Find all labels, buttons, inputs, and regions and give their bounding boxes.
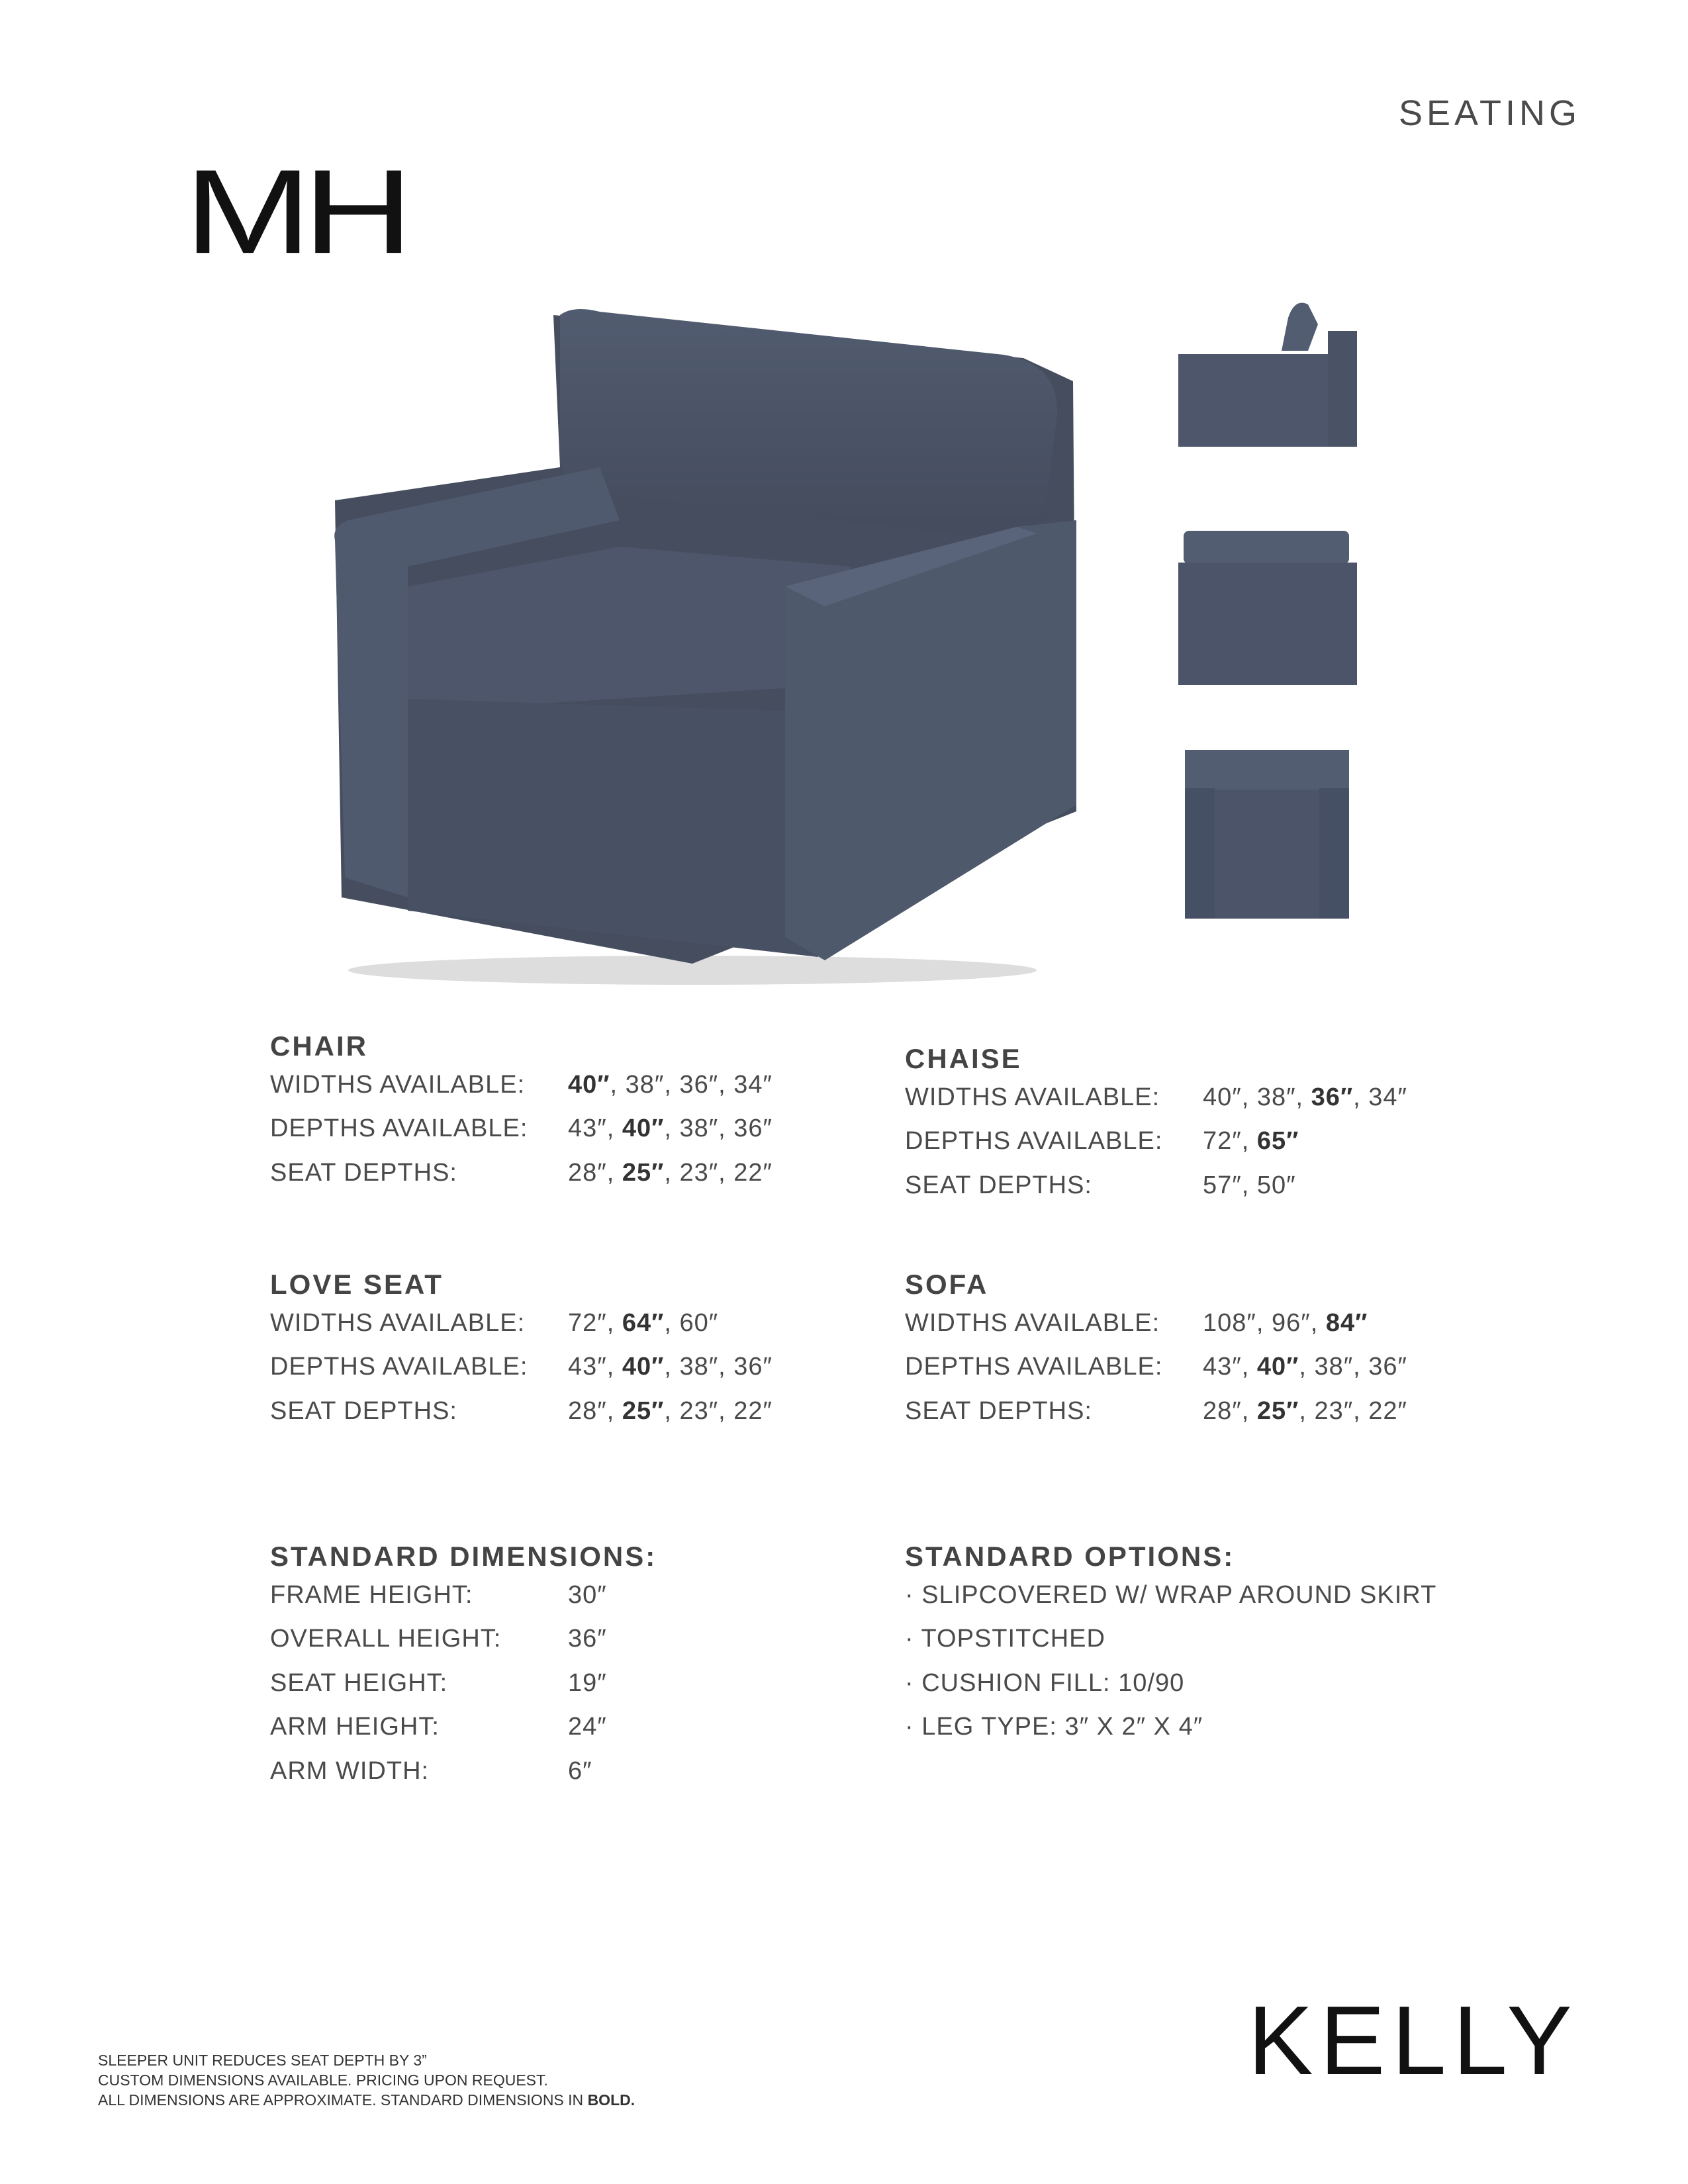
value-text: , 23″, 22″ (1299, 1396, 1407, 1425)
value-text: , 38″, 36″ (664, 1353, 773, 1381)
spec-row (905, 1120, 1501, 1164)
footer-text: ALL DIMENSIONS ARE APPROXIMATE. STANDARD DIMENSIONS IN (98, 2091, 588, 2109)
spec-row (270, 1151, 866, 1195)
value-text: , 38″, 36″, 34″ (610, 1070, 773, 1099)
spec-label: SEAT DEPTHS: (905, 1171, 1092, 1199)
spec-value (568, 1669, 607, 1698)
spec-label: WIDTHS AVAILABLE: (270, 1308, 526, 1337)
spec-row (905, 1345, 1501, 1390)
standard-dimensions (270, 1540, 866, 1794)
spec-value (568, 1115, 773, 1143)
footer-bold-text: BOLD. (587, 2091, 635, 2109)
spec-row (270, 1345, 866, 1390)
spec-value (568, 1581, 607, 1610)
option-item: · TOPSTITCHED (905, 1625, 1105, 1653)
standard-value: 40″ (1256, 1353, 1299, 1381)
value-text: 72″, (1203, 1127, 1257, 1156)
spec-row (905, 1163, 1501, 1208)
spec-row (270, 1706, 866, 1750)
value-text: , 23″, 22″ (664, 1396, 773, 1425)
standard-value: 65″ (1256, 1127, 1299, 1156)
option-item: · LEG TYPE: 3″ X 2″ X 4″ (905, 1713, 1203, 1741)
standard-value: 25″ (622, 1396, 665, 1425)
spec-value (1203, 1309, 1368, 1338)
standard-options (905, 1540, 1501, 1749)
spec-row (270, 1063, 866, 1107)
spec-value (568, 1757, 592, 1786)
section-title: CHAIR (270, 1030, 368, 1062)
spec-value (1203, 1353, 1407, 1381)
option-item: · SLIPCOVERED W/ WRAP AROUND SKIRT (905, 1580, 1437, 1609)
value-text: 28″, (568, 1158, 622, 1187)
footer-notes (98, 2050, 635, 2110)
spec-value (568, 1159, 773, 1187)
spec-value (568, 1713, 607, 1741)
standard-value: 36″ (1311, 1083, 1354, 1111)
value-text: , 60″ (664, 1308, 719, 1337)
category-label: SEATING (1398, 93, 1581, 133)
chair-specs (270, 1030, 866, 1195)
value-text: 43″, (568, 1115, 622, 1143)
value-text: 57″, 50″ (1203, 1171, 1296, 1199)
value-text: 108″, 96″, (1203, 1308, 1326, 1337)
section-title: SOFA (905, 1269, 989, 1300)
spec-row (270, 1107, 866, 1152)
standard-value: 84″ (1325, 1308, 1368, 1337)
value-text: 36″ (568, 1625, 607, 1653)
spec-value (1203, 1083, 1407, 1112)
spec-row (905, 1075, 1501, 1120)
value-text: 24″ (568, 1713, 607, 1741)
spec-label: SEAT DEPTHS: (270, 1158, 457, 1187)
value-text: 19″ (568, 1668, 607, 1697)
value-text: , 38″, 36″ (1299, 1353, 1407, 1381)
footer-line: SLEEPER UNIT REDUCES SEAT DEPTH BY 3” (98, 2052, 427, 2069)
chair-side-view-thumbnail (1176, 298, 1358, 457)
value-text: 43″, (1203, 1353, 1257, 1381)
spec-value (1203, 1171, 1296, 1200)
standard-value: 40″ (622, 1115, 665, 1143)
value-text: , 34″ (1353, 1083, 1407, 1111)
chair-front-view-thumbnail (1176, 529, 1358, 688)
footer-line (98, 2090, 635, 2110)
section-title: LOVE SEAT (270, 1269, 444, 1300)
chaise-specs (905, 1042, 1501, 1208)
value-text: 72″, (568, 1308, 622, 1337)
spec-row (270, 1301, 866, 1345)
spec-label: WIDTHS AVAILABLE: (270, 1070, 526, 1099)
spec-row (270, 1389, 866, 1433)
love-seat-specs (270, 1268, 866, 1433)
standard-value: 25″ (1256, 1396, 1299, 1425)
value-text: , 23″, 22″ (664, 1158, 773, 1187)
spec-label: SEAT HEIGHT: (270, 1668, 448, 1697)
spec-value (568, 1309, 718, 1338)
value-text: 43″, (568, 1353, 622, 1381)
standard-options-title: STANDARD OPTIONS: (905, 1541, 1235, 1572)
spec-value (568, 1625, 607, 1653)
mh-logo: MH (184, 145, 404, 279)
chair-top-view-thumbnail (1176, 749, 1358, 922)
kelly-brand-logo: KELLY (1248, 1986, 1579, 2095)
standard-value: 40″ (622, 1353, 665, 1381)
spec-value (568, 1353, 773, 1381)
standard-value: 25″ (622, 1158, 665, 1187)
spec-label: OVERALL HEIGHT: (270, 1625, 502, 1653)
spec-label: SEAT DEPTHS: (905, 1396, 1092, 1425)
spec-label: FRAME HEIGHT: (270, 1580, 473, 1609)
spec-label: WIDTHS AVAILABLE: (905, 1308, 1160, 1337)
chair-main-image (322, 302, 1076, 993)
spec-label: ARM HEIGHT: (270, 1713, 440, 1741)
spec-row (270, 1661, 866, 1706)
spec-value (568, 1397, 773, 1426)
spec-row (270, 1573, 866, 1617)
spec-label: WIDTHS AVAILABLE: (905, 1083, 1160, 1111)
section-title: STANDARD DIMENSIONS: (270, 1541, 657, 1572)
spec-value (568, 1071, 773, 1099)
spec-label: ARM WIDTH: (270, 1756, 430, 1785)
spec-row (270, 1749, 866, 1794)
footer-line: CUSTOM DIMENSIONS AVAILABLE. PRICING UPON REQUEST. (98, 2071, 548, 2089)
spec-row (270, 1617, 866, 1662)
value-text: 40″, 38″, (1203, 1083, 1311, 1111)
standard-value: 40″ (568, 1070, 610, 1099)
value-text: 30″ (568, 1580, 607, 1609)
spec-label: DEPTHS AVAILABLE: (270, 1353, 528, 1381)
value-text: 28″, (568, 1396, 622, 1425)
spec-label: DEPTHS AVAILABLE: (270, 1115, 528, 1143)
spec-label: SEAT DEPTHS: (270, 1396, 457, 1425)
sofa-specs (905, 1268, 1501, 1433)
spec-row (905, 1389, 1501, 1433)
option-item: · CUSHION FILL: 10/90 (905, 1668, 1185, 1697)
spec-row (905, 1301, 1501, 1345)
value-text: 6″ (568, 1756, 592, 1785)
section-title: CHAISE (905, 1043, 1022, 1074)
standard-value: 64″ (622, 1308, 665, 1337)
value-text: , 38″, 36″ (664, 1115, 773, 1143)
value-text: 28″, (1203, 1396, 1257, 1425)
spec-value (1203, 1127, 1299, 1156)
spec-label: DEPTHS AVAILABLE: (905, 1127, 1163, 1156)
spec-label: DEPTHS AVAILABLE: (905, 1353, 1163, 1381)
spec-value (1203, 1397, 1407, 1426)
